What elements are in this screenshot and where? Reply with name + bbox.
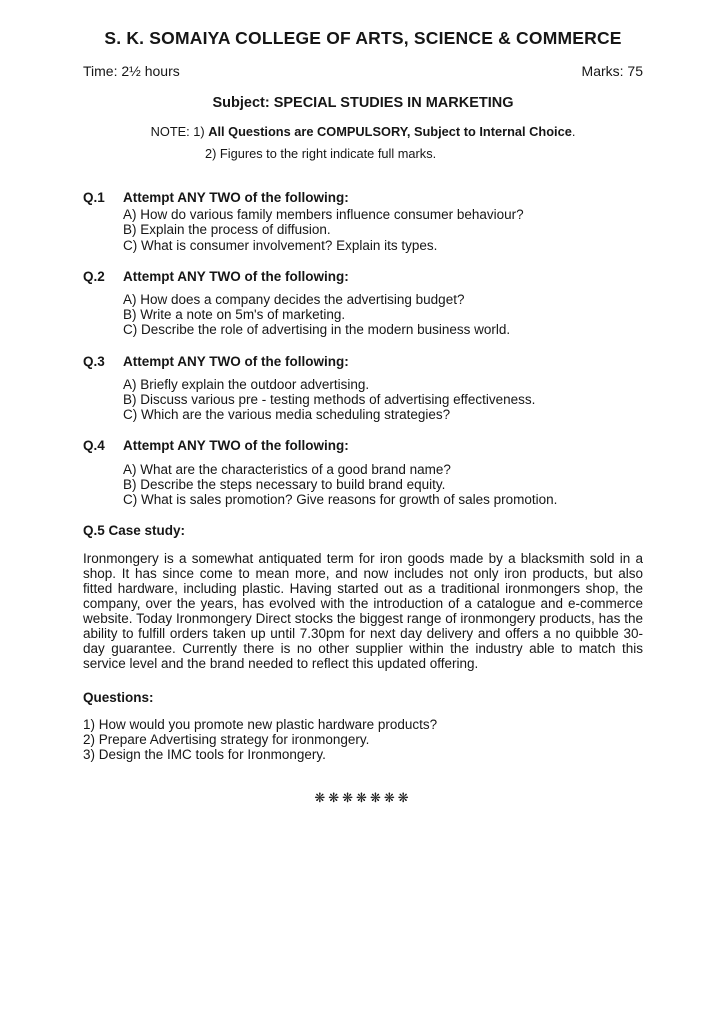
question-option-c: C) What is consumer involvement? Explain its types. [123,237,438,253]
note-bold-text: All Questions are COMPULSORY, Subject to Internal Choice [208,124,572,139]
case-study-body: Ironmongery is a somewhat antiquated term for iron goods made by a blacksmith sold in a shop. It has since come to mean more, and now includes not only iron products, but also fitted hardware, including plastic. Having started out as a traditional ironmongers shop, the company, over the years, has evolved with the introduction of a catalogue and e-commerce website. Today Ironmongery Direct stocks the biggest range of ironmongery products, has the ability to fulfill orders taken up until 7.30pm for next day delivery and offers a no quibble 30-day guarantee. Currently there is no other supplier within the industry able to match this service level and the brand needed to reflect this updated offering. [83,551,643,671]
decorative-asterisks: ❋❋❋❋❋❋❋ [314,789,412,805]
question-4-header [83,438,643,453]
question-2-options [123,292,643,338]
question-option-c: C) What is sales promotion? Give reasons for growth of sales promotion. [123,492,558,508]
question-option-a: A) How do various family members influence consumer behaviour? [123,207,524,223]
case-questions-list [83,717,643,763]
question-option-a: A) Briefly explain the outdoor advertising. [123,376,370,392]
case-question-1: 1) How would you promote new plastic hardware products? [83,716,438,732]
question-option-b: B) Discuss various pre - testing methods of advertising effectiveness. [123,392,536,408]
question-block-2 [83,269,643,338]
question-block-3 [83,354,643,423]
question-4-options [123,462,643,508]
question-block-4 [83,438,643,507]
question-option-b: B) Describe the steps necessary to build brand equity. [123,476,446,492]
question-heading: Attempt ANY TWO of the following: [123,268,349,284]
time-label: Time: 2½ hours [83,63,180,79]
question-option-c: C) Which are the various media scheduling strategies? [123,407,451,423]
question-3-options [123,377,643,423]
question-option-b: B) Explain the process of diffusion. [123,222,331,238]
subject-title: Subject: SPECIAL STUDIES IN MARKETING [212,95,514,111]
case-questions-heading: Questions: [83,689,154,705]
note-suffix: . [571,124,576,139]
note-line-1 [83,125,643,139]
question-option-b: B) Write a note on 5m's of marketing. [123,307,346,323]
question-option-a: A) What are the characteristics of a good brand name? [123,461,451,477]
question-heading: Attempt ANY TWO of the following: [123,190,349,205]
question-number: Q.1 [83,190,105,205]
question-heading: Attempt ANY TWO of the following: [123,353,349,369]
question-1-options [123,207,643,253]
question-number: Q.4 [83,438,105,454]
meta-row [83,63,643,79]
note-line-2: 2) Figures to the right indicate full marks. [205,146,437,161]
question-3-header [83,354,643,369]
question-option-c: C) Describe the role of advertising in the modern business world. [123,322,511,338]
marks-label: Marks: 75 [581,63,643,79]
case-study-heading: Q.5 Case study: [83,523,186,539]
question-number: Q.2 [83,268,105,284]
question-option-a: A) How does a company decides the advertising budget? [123,292,465,308]
exam-note [83,125,643,161]
question-1-header [83,190,643,205]
college-title: S. K. SOMAIYA COLLEGE OF ARTS, SCIENCE & COMMERCE [104,28,622,48]
note-prefix: NOTE: 1) [150,124,209,139]
question-heading: Attempt ANY TWO of the following: [123,438,349,454]
question-block-1 [83,190,643,253]
case-question-2: 2) Prepare Advertising strategy for ironmongery. [83,732,370,748]
case-question-3: 3) Design the IMC tools for Ironmongery. [83,747,326,763]
question-number: Q.3 [83,353,105,369]
question-2-header [83,269,643,284]
